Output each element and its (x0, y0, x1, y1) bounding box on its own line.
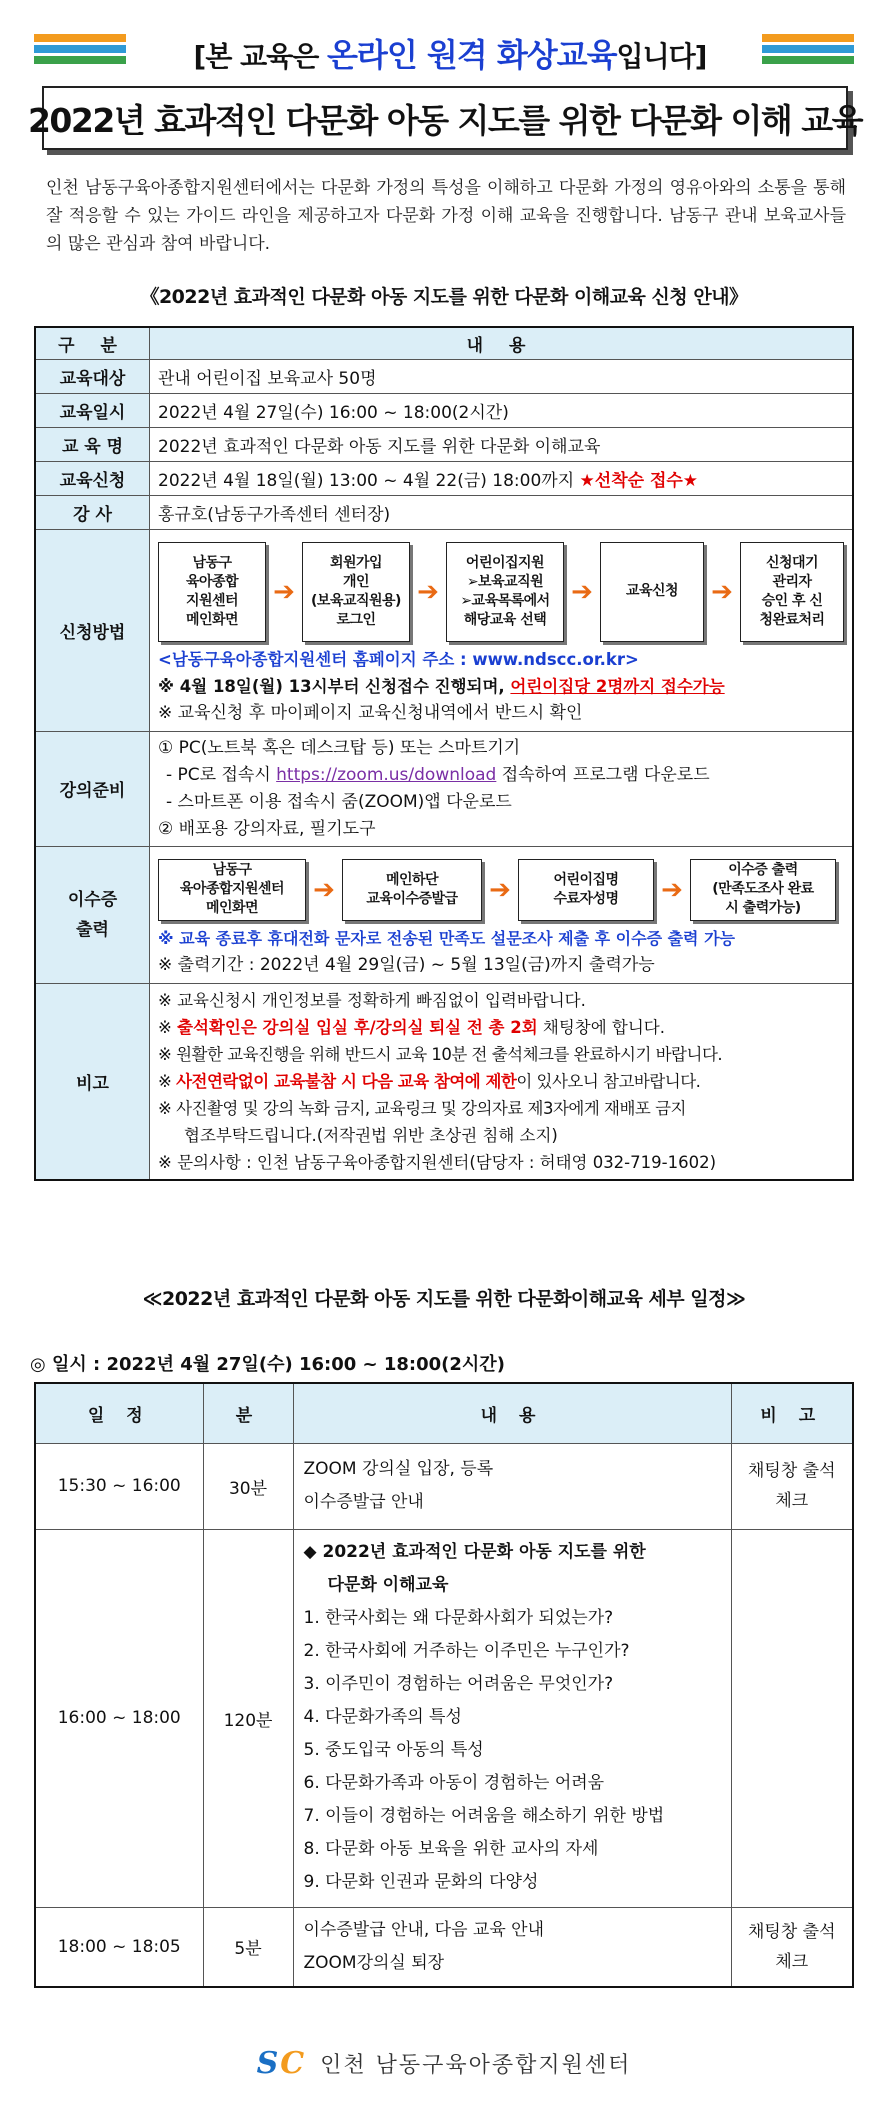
section2-title: ≪2022년 효과적인 다문화 아동 지도를 위한 다문화이해교육 세부 일정≫ (142, 1288, 746, 1310)
remarks-content (150, 983, 854, 1180)
target-value: 관내 어린이집 보육교사 50명 (150, 359, 854, 393)
remarks-label: 비고 (35, 983, 150, 1180)
decor-stripe-left (34, 34, 126, 68)
row3-line-1: 이수증발급 안내, 다음 교육 안내 (303, 1919, 545, 1940)
method-note-1: ※ 4월 18일(월) 13시부터 신청접수 진행되며, 어린이집당 2명까지 접수가능 (158, 676, 725, 696)
remark-5: ※ 사진촬영 및 강의 녹화 금지, 교육링크 및 강의자료 제3자에게 재배포 금지 (158, 1098, 686, 1118)
remark-4: ※ 사전연락없이 교육불참 시 다음 교육 참여에 제한이 있사오니 참고바랍니다. (158, 1071, 701, 1091)
remark-1: ※ 교육신청시 개인정보를 정확하게 빠짐없이 입력바랍니다. (158, 990, 586, 1010)
flow-step-2: 회원가입 개인 (보육교직원용) 로그인 (302, 542, 410, 642)
remark-2: ※ 출석확인은 강의실 입실 후/강의실 퇴실 전 총 2회 채팅창에 합니다. (158, 1017, 665, 1037)
list-item: 8. 다문화 아동 보육을 위한 교사의 자세 (303, 1838, 599, 1859)
row3-line-2: ZOOM강의실 퇴장 (303, 1952, 445, 1973)
datetime-value: 2022년 4월 27일(수) 16:00 ~ 18:00(2시간) (150, 393, 854, 427)
first-come-badge: ★선착순 접수★ (579, 470, 699, 491)
row1-content (293, 1443, 731, 1529)
prep-label: 강의준비 (35, 731, 150, 846)
cert-note-1: ※ 교육 종료후 휴대전화 문자로 전송된 만족도 설문조사 제출 후 이수증 출력 가능 (158, 928, 735, 948)
homepage-address: <남동구육아종합지원센터 홈페이지 주소 : www.ndscc.or.kr> (158, 649, 639, 669)
list-item: 2. 한국사회에 거주하는 이주민은 누구인가? (303, 1640, 630, 1661)
application-flow (158, 534, 844, 646)
schedule-date: ◎ 일시 : 2022년 4월 27일(수) 16:00 ~ 18:00(2시간) (30, 1354, 505, 1375)
arrow-right-icon: ➔ (571, 576, 593, 607)
row2-note (731, 1529, 853, 1907)
lecturer-value: 홍규호(남동구가족센터 센터장) (150, 495, 854, 529)
cert-step-4: 이수증 출력 (만족도조사 완료 시 출력가능) (690, 859, 836, 921)
arrow-right-icon: ➔ (711, 576, 733, 607)
arrow-right-icon: ➔ (489, 874, 511, 905)
row1-line-2: 이수증발급 안내 (303, 1492, 424, 1512)
name-value: 2022년 효과적인 다문화 아동 지도를 위한 다문화 이해교육 (150, 427, 854, 461)
arrow-right-icon: ➔ (417, 576, 439, 607)
row3-note: 채팅창 출석체크 (731, 1907, 853, 1987)
header-minutes: 분 (203, 1383, 293, 1443)
prep-content (150, 731, 854, 846)
row2-heading-1: ◆ 2022년 효과적인 다문화 아동 지도를 위한 (303, 1541, 646, 1562)
list-item: 1. 한국사회는 왜 다문화사회가 되었는가? (303, 1607, 614, 1628)
flow-step-3: 어린이집지원 ➢보육교직원 ➢교육목록에서 해당교육 선택 (446, 542, 564, 642)
cert-content (150, 846, 854, 983)
intro-text: 인천 남동구육아종합지원센터에서는 다문화 가정의 특성을 이해하고 다문화 가정의 영유아와의 소통을 통해 잘 적응할 수 있는 가이드 라인을 제공하고자 다문화 가정 이해 교육을 진행합니다. 남동구 관내 보육교사들의 많은 관심과 참여 바랍니다. (46, 178, 846, 254)
header-time: 일 정 (35, 1383, 203, 1443)
cert-label: 이수증 출력 (35, 846, 150, 983)
arrow-right-icon: ➔ (661, 874, 683, 905)
row1-line-1: ZOOM 강의실 입장, 등록 (303, 1459, 494, 1479)
cert-step-1: 남동구 육아종합지원센터 메인화면 (158, 859, 306, 921)
decor-stripe-right (762, 34, 854, 68)
flow-step-1: 남동구 육아종합 지원센터 메인화면 (158, 542, 266, 642)
row3-time: 18:00 ~ 18:05 (35, 1907, 203, 1987)
method-content (150, 529, 854, 731)
list-item: 7. 이들이 경험하는 어려움을 해소하기 위한 방법 (303, 1805, 665, 1826)
cert-step-2: 메인하단 교육이수증발급 (342, 859, 482, 921)
row1-minutes: 30분 (203, 1443, 293, 1529)
certificate-flow (158, 851, 844, 925)
prep-line-2: - PC로 접속시 https://zoom.us/download 접속하여 프로그램 다운로드 (166, 764, 710, 785)
schedule-table (34, 1382, 854, 1988)
row2-heading-2: 다문화 이해교육 (327, 1574, 449, 1595)
datetime-label: 교육일시 (35, 393, 150, 427)
row2-time: 16:00 ~ 18:00 (35, 1529, 203, 1907)
org-name: 인천 남동구육아종합지원센터 (320, 2053, 632, 2078)
online-banner: [본 교육은 온라인 원격 화상교육입니다] (193, 36, 707, 74)
header-category: 구 분 (35, 327, 150, 359)
remark-5b: 협조부탁드립니다.(저작권법 위반 초상권 침해 소지) (184, 1125, 558, 1145)
header-content: 내 용 (293, 1383, 731, 1443)
row1-note: 채팅창 출석체크 (731, 1443, 853, 1529)
org-logo: SC (256, 2046, 307, 2081)
target-label: 교육대상 (35, 359, 150, 393)
method-note-2: ※ 교육신청 후 마이페이지 교육신청내역에서 반드시 확인 (158, 702, 583, 723)
header-content: 내 용 (150, 327, 854, 359)
row2-minutes: 120분 (203, 1529, 293, 1907)
application-table (34, 326, 854, 1181)
lecturer-label: 강 사 (35, 495, 150, 529)
list-item: 3. 이주민이 경험하는 어려움은 무엇인가? (303, 1673, 614, 1694)
row2-content (293, 1529, 731, 1907)
apply-value: 2022년 4월 18일(월) 13:00 ~ 4월 22(금) 18:00까지 ★선착순 접수★ (150, 461, 854, 495)
arrow-right-icon: ➔ (313, 874, 335, 905)
cert-step-3: 어린이집명 수료자성명 (518, 859, 654, 921)
header-note: 비 고 (731, 1383, 853, 1443)
method-label: 신청방법 (35, 529, 150, 731)
row3-content (293, 1907, 731, 1987)
zoom-download-link[interactable]: https://zoom.us/download (276, 764, 497, 785)
flow-step-5: 신청대기 관리자 승인 후 신 청완료처리 (740, 542, 844, 642)
prep-line-1: ① PC(노트북 혹은 데스크탑 등) 또는 스마트기기 (158, 737, 521, 758)
flow-step-4: 교육신청 (600, 542, 704, 642)
apply-label: 교육신청 (35, 461, 150, 495)
footer (0, 2046, 888, 2081)
list-item: 6. 다문화가족과 아동이 경험하는 어려움 (303, 1772, 605, 1793)
list-item: 5. 중도입국 아동의 특성 (303, 1739, 484, 1760)
row1-time: 15:30 ~ 16:00 (35, 1443, 203, 1529)
name-label: 교 육 명 (35, 427, 150, 461)
list-item: 9. 다문화 인권과 문화의 다양성 (303, 1871, 539, 1892)
row3-minutes: 5분 (203, 1907, 293, 1987)
arrow-right-icon: ➔ (273, 576, 295, 607)
section1-title: 《2022년 효과적인 다문화 아동 지도를 위한 다문화 이해교육 신청 안내》 (140, 286, 748, 308)
list-item: 4. 다문화가족의 특성 (303, 1706, 462, 1727)
prep-line-3: - 스마트폰 이용 접속시 줌(ZOOM)앱 다운로드 (166, 791, 512, 812)
remark-3: ※ 원활한 교육진행을 위해 반드시 교육 10분 전 출석체크를 완료하시기 바랍니다. (158, 1044, 723, 1064)
prep-line-4: ② 배포용 강의자료, 필기도구 (158, 818, 376, 839)
cert-note-2: ※ 출력기간 : 2022년 4월 29일(금) ~ 5월 13일(금)까지 출력가능 (158, 954, 655, 975)
page-title: 2022년 효과적인 다문화 아동 지도를 위한 다문화 이해 교육 (42, 86, 848, 150)
remark-6: ※ 문의사항 : 인천 남동구육아종합지원센터(담당자 : 허태영 032-719-1602) (158, 1152, 717, 1172)
